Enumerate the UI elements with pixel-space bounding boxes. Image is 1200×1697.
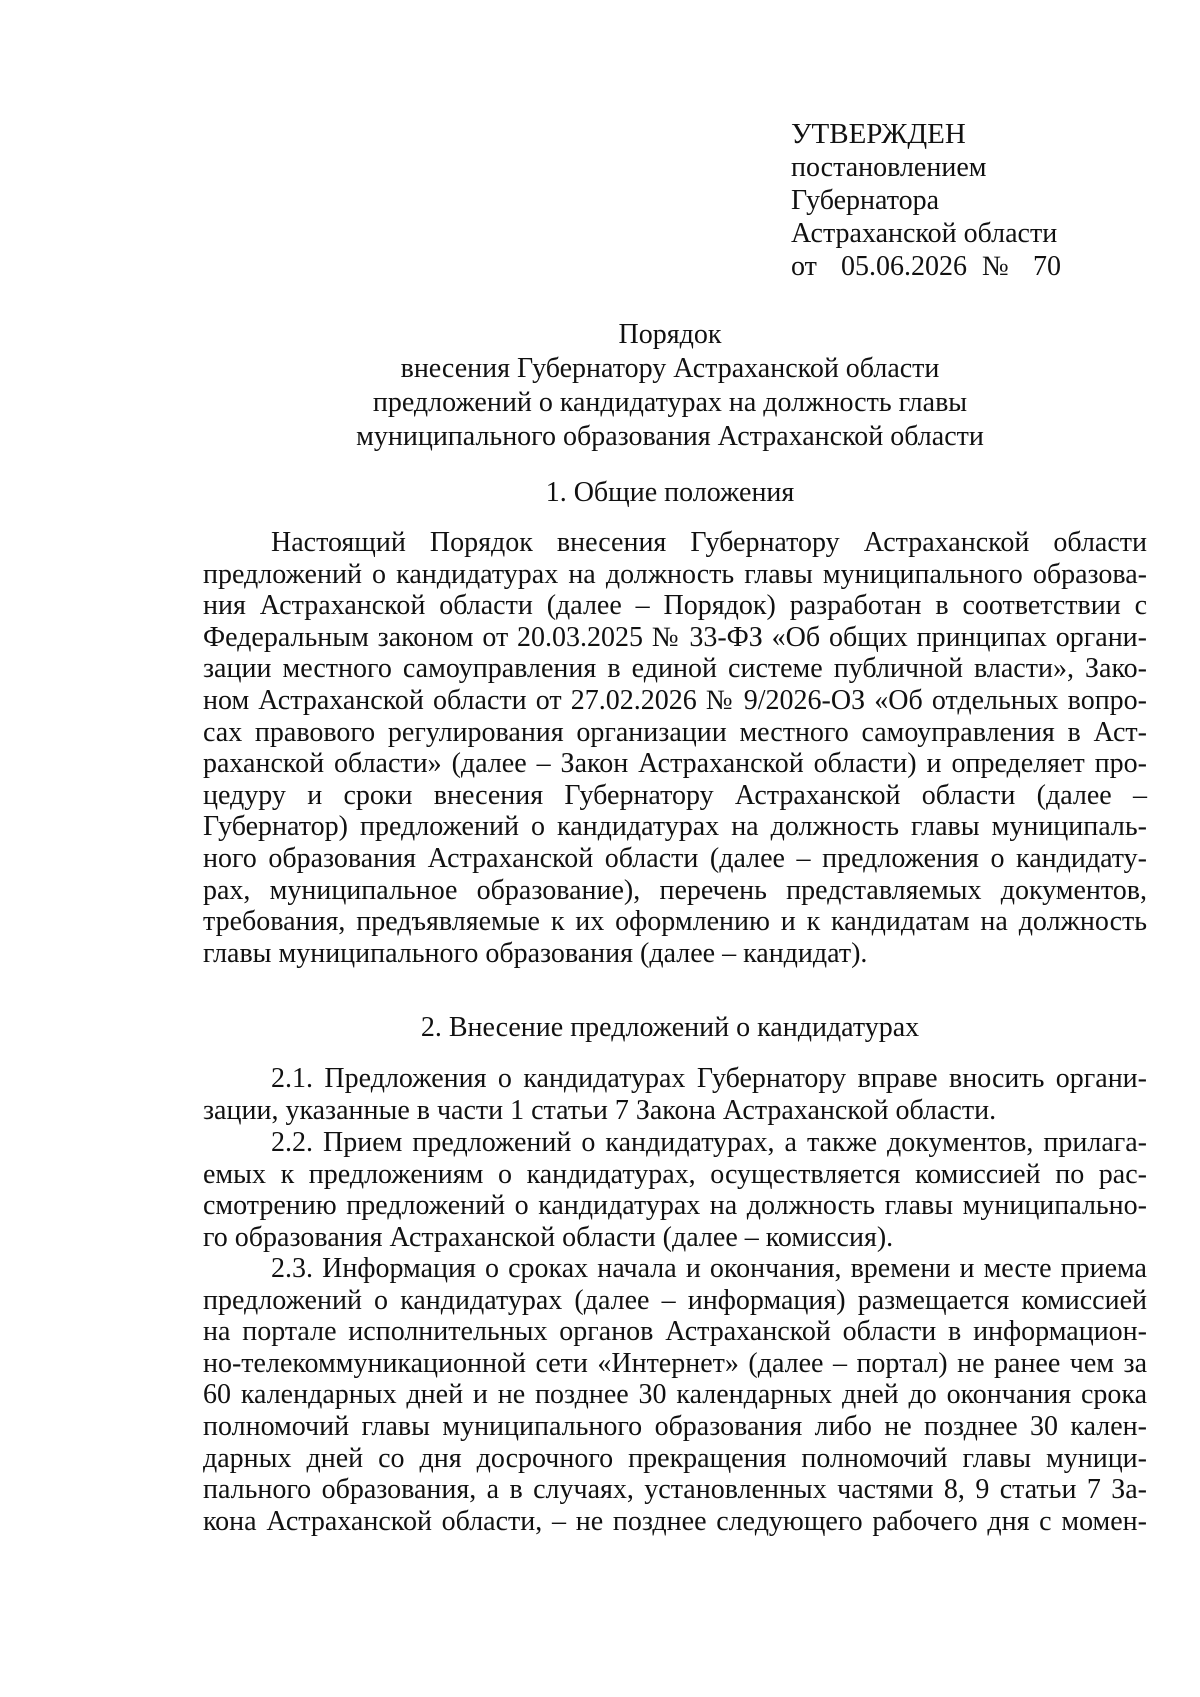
paragraph-line: ния Астраханской области (далее – Порядок) разработан в соответствии с (203, 590, 1147, 622)
paragraph-line: 2.1. Предложения о кандидатурах Губернатору вправе вносить органи- (271, 1063, 1147, 1094)
paragraph-line: зации, указанные в части 1 статьи 7 Закона Астраханской области. (203, 1094, 997, 1126)
paragraph-line: требования, предъявляемые к их оформлению и к кандидатам на должность (203, 906, 1147, 938)
paragraph-line: 2.2. Прием предложений о кандидатурах, а также документов, прилага- (271, 1127, 1147, 1158)
section-1-paragraph (203, 527, 1147, 969)
date-prefix: от (791, 251, 817, 282)
section-2-paragraph-1 (203, 1063, 1147, 1126)
paragraph-line: 2.3. Информация о сроках начала и окончания, времени и месте приема (271, 1253, 1147, 1284)
paragraph-line: дарных дней со дня досрочного прекращения полномочий главы муници- (203, 1442, 1147, 1474)
paragraph-line: полномочий главы муниципального образования либо не позднее 30 кален- (203, 1410, 1147, 1442)
section-2-heading: 2. Внесение предложений о кандидатурах (420, 1012, 920, 1043)
paragraph-line: го образования Астраханской области (далее – комиссия). (203, 1221, 894, 1253)
section-1-heading: 1. Общие положения (545, 477, 795, 508)
title-line-1: Порядок (618, 319, 722, 350)
paragraph-line: предложений о кандидатурах (далее – информация) размещается комиссией (203, 1284, 1147, 1316)
number-sign: № (982, 251, 1009, 282)
approval-number: 70 (1033, 251, 1061, 282)
document-title (200, 318, 1140, 454)
paragraph-line: рах, муниципальное образование), перечень представляемых документов, (203, 874, 1147, 906)
paragraph-line: емых к предложениям о кандидатурах, осуществляется комиссией по рас- (203, 1158, 1147, 1190)
approval-line-1: постановлением (791, 152, 987, 183)
paragraph-line: Федеральным законом от 20.03.2025 № 33-ФЗ «Об общих принципах органи- (203, 621, 1147, 653)
approval-date: 05.06.2026 (841, 251, 967, 282)
section-2-paragraph-2 (203, 1127, 1147, 1253)
paragraph-line: Настоящий Порядок внесения Губернатору Астраханской области (271, 527, 1147, 558)
paragraph-line: Губернатор) предложений о кандидатурах на должность главы муниципаль- (203, 811, 1147, 843)
approval-title: УТВЕРЖДЕН (791, 118, 966, 150)
paragraph-line: смотрению предложений о кандидатурах на должность главы муниципально- (203, 1190, 1147, 1222)
paragraph-line: ного образования Астраханской области (далее – предложения о кандидату- (203, 842, 1147, 874)
title-line-2: внесения Губернатору Астраханской области (400, 353, 940, 384)
paragraph-line: зации местного самоуправления в единой системе публичной власти», Зако- (203, 653, 1147, 685)
paragraph-line: ном Астраханской области от 27.02.2026 № 9/2026-ОЗ «Об отдельных вопро- (203, 684, 1147, 716)
paragraph-line: но-телекоммуникационной сети «Интернет» (далее – портал) не ранее чем за (203, 1347, 1147, 1379)
paragraph-line: сах правового регулирования организации местного самоуправления в Аст- (203, 716, 1147, 748)
section-2-paragraph-3 (203, 1253, 1147, 1537)
title-line-4: муниципального образования Астраханской области (356, 421, 984, 452)
approval-line-3: Астраханской области (791, 218, 1058, 249)
paragraph-line: на портале исполнительных органов Астраханской области в информацион- (203, 1316, 1147, 1348)
paragraph-line: кона Астраханской области, – не позднее следующего рабочего дня с момен- (203, 1505, 1147, 1537)
paragraph-line: главы муниципального образования (далее – кандидат). (203, 937, 868, 969)
approval-stamp (791, 118, 1061, 283)
title-line-3: предложений о кандидатурах на должность главы (372, 387, 968, 418)
approval-line-2: Губернатора (791, 185, 940, 216)
paragraph-line: цедуру и сроки внесения Губернатору Астраханской области (далее – (203, 779, 1147, 811)
paragraph-line: пального образования, а в случаях, установленных частями 8, 9 статьи 7 За- (203, 1474, 1147, 1506)
paragraph-line: предложений о кандидатурах на должность главы муниципального образова- (203, 558, 1147, 590)
paragraph-line: 60 календарных дней и не позднее 30 календарных дней до окончания срока (203, 1379, 1147, 1411)
approval-date-line (791, 250, 1061, 283)
paragraph-line: раханской области» (далее – Закон Астраханской области) и определяет про- (203, 748, 1147, 780)
